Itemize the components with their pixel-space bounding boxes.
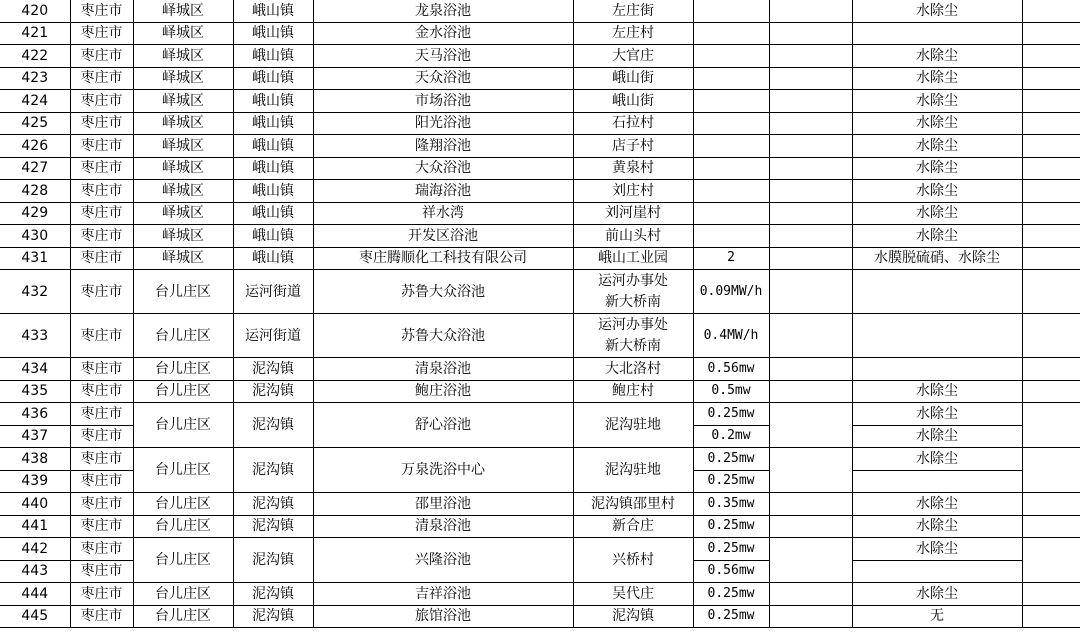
row-number: 434	[0, 358, 70, 381]
table-row	[0, 448, 1080, 471]
table-row	[0, 45, 1080, 68]
table-row	[0, 90, 1080, 113]
blank-cell	[769, 67, 852, 90]
blank-cell	[1022, 67, 1080, 90]
row-number: 445	[0, 605, 70, 628]
treatment-cell: 水除尘	[852, 515, 1022, 538]
district-cell: 台儿庄区	[133, 515, 233, 538]
capacity-cell	[693, 135, 769, 158]
name-cell: 天马浴池	[313, 45, 573, 68]
treatment-cell: 水除尘	[852, 45, 1022, 68]
capacity-cell: 0.2mw	[693, 425, 769, 448]
row-number: 426	[0, 135, 70, 158]
address-cell: 峨山街	[573, 90, 693, 113]
city-cell: 枣庄市	[70, 270, 133, 314]
city-cell: 枣庄市	[70, 538, 133, 561]
address-cell: 左庄村	[573, 22, 693, 45]
town-cell: 峨山镇	[233, 22, 313, 45]
blank-cell	[769, 605, 852, 628]
town-cell: 泥沟镇	[233, 380, 313, 403]
city-cell: 枣庄市	[70, 605, 133, 628]
district-cell: 峄城区	[133, 45, 233, 68]
name-cell: 金水浴池	[313, 22, 573, 45]
address-cell: 泥沟镇邵里村	[573, 493, 693, 516]
row-number: 436	[0, 403, 70, 426]
blank-cell	[769, 180, 852, 203]
blank-cell	[1022, 180, 1080, 203]
address-cell	[573, 270, 693, 314]
district-cell: 峄城区	[133, 90, 233, 113]
capacity-cell	[693, 22, 769, 45]
blank-cell	[769, 358, 852, 381]
blank-cell	[1022, 0, 1080, 22]
blank-cell	[769, 403, 852, 448]
treatment-cell: 无	[852, 605, 1022, 628]
blank-cell	[769, 0, 852, 22]
treatment-cell: 水除尘	[852, 180, 1022, 203]
blank-cell	[769, 247, 852, 270]
district-cell: 台儿庄区	[133, 403, 233, 448]
address-line: 运河办事处	[598, 272, 668, 289]
treatment-cell	[852, 270, 1022, 314]
table-row	[0, 538, 1080, 561]
blank-cell	[1022, 45, 1080, 68]
town-cell: 峨山镇	[233, 0, 313, 22]
address-cell: 鲍庄村	[573, 380, 693, 403]
capacity-cell	[693, 45, 769, 68]
district-cell: 峄城区	[133, 67, 233, 90]
address-cell: 黄泉村	[573, 157, 693, 180]
row-number: 427	[0, 157, 70, 180]
treatment-cell	[852, 22, 1022, 45]
name-cell: 邵里浴池	[313, 493, 573, 516]
city-cell: 枣庄市	[70, 358, 133, 381]
blank-cell	[769, 202, 852, 225]
district-cell: 峄城区	[133, 157, 233, 180]
town-cell: 峨山镇	[233, 247, 313, 270]
treatment-cell: 水除尘	[852, 202, 1022, 225]
blank-cell	[769, 135, 852, 158]
district-cell: 峄城区	[133, 247, 233, 270]
name-cell: 清泉浴池	[313, 515, 573, 538]
town-cell: 泥沟镇	[233, 448, 313, 493]
blank-cell	[769, 314, 852, 358]
name-cell: 开发区浴池	[313, 225, 573, 248]
blank-cell	[1022, 583, 1080, 606]
treatment-cell: 水除尘	[852, 112, 1022, 135]
treatment-cell: 水除尘	[852, 135, 1022, 158]
treatment-cell: 水除尘	[852, 90, 1022, 113]
row-number: 432	[0, 270, 70, 314]
capacity-cell: 0.56mw	[693, 358, 769, 381]
address-cell: 石拉村	[573, 112, 693, 135]
capacity-cell: 0.25mw	[693, 448, 769, 471]
capacity-cell	[693, 90, 769, 113]
district-cell: 台儿庄区	[133, 493, 233, 516]
table-row	[0, 0, 1080, 22]
name-cell: 天众浴池	[313, 67, 573, 90]
district-cell: 台儿庄区	[133, 605, 233, 628]
capacity-cell	[693, 202, 769, 225]
address-cell: 大北洛村	[573, 358, 693, 381]
district-cell: 台儿庄区	[133, 583, 233, 606]
treatment-cell: 水除尘	[852, 157, 1022, 180]
blank-cell	[1022, 358, 1080, 381]
table-row	[0, 380, 1080, 403]
address-cell: 大官庄	[573, 45, 693, 68]
district-cell: 台儿庄区	[133, 314, 233, 358]
treatment-cell: 水除尘	[852, 0, 1022, 22]
address-cell: 刘河崖村	[573, 202, 693, 225]
name-cell: 隆翔浴池	[313, 135, 573, 158]
table-row	[0, 247, 1080, 270]
table-row	[0, 180, 1080, 203]
city-cell: 枣庄市	[70, 247, 133, 270]
capacity-cell	[693, 67, 769, 90]
name-cell: 苏鲁大众浴池	[313, 314, 573, 358]
town-cell: 峨山镇	[233, 67, 313, 90]
blank-cell	[1022, 314, 1080, 358]
district-cell: 峄城区	[133, 180, 233, 203]
address-cell: 泥沟镇	[573, 605, 693, 628]
row-number: 443	[0, 560, 70, 583]
blank-cell	[1022, 270, 1080, 314]
blank-cell	[769, 448, 852, 493]
table-row	[0, 515, 1080, 538]
treatment-cell	[852, 358, 1022, 381]
town-cell: 泥沟镇	[233, 358, 313, 381]
district-cell: 峄城区	[133, 135, 233, 158]
name-cell: 大众浴池	[313, 157, 573, 180]
name-cell: 鲍庄浴池	[313, 380, 573, 403]
capacity-cell: 0.35mw	[693, 493, 769, 516]
treatment-cell: 水除尘	[852, 538, 1022, 561]
row-number: 425	[0, 112, 70, 135]
capacity-cell: 0.5mw	[693, 380, 769, 403]
capacity-cell: 0.25mw	[693, 538, 769, 561]
row-number: 433	[0, 314, 70, 358]
blank-cell	[1022, 90, 1080, 113]
address-cell: 泥沟驻地	[573, 403, 693, 448]
town-cell: 峨山镇	[233, 202, 313, 225]
city-cell: 枣庄市	[70, 22, 133, 45]
treatment-cell: 水除尘	[852, 380, 1022, 403]
town-cell: 运河街道	[233, 314, 313, 358]
town-cell: 峨山镇	[233, 157, 313, 180]
table-row	[0, 22, 1080, 45]
capacity-cell: 0.09MW/h	[693, 270, 769, 314]
town-cell: 泥沟镇	[233, 493, 313, 516]
row-number: 441	[0, 515, 70, 538]
address-cell: 刘庄村	[573, 180, 693, 203]
city-cell: 枣庄市	[70, 90, 133, 113]
row-number: 442	[0, 538, 70, 561]
address-cell: 峨山工业园	[573, 247, 693, 270]
row-number: 440	[0, 493, 70, 516]
town-cell: 峨山镇	[233, 135, 313, 158]
name-cell: 苏鲁大众浴池	[313, 270, 573, 314]
city-cell: 枣庄市	[70, 180, 133, 203]
table-row	[0, 270, 1080, 314]
blank-cell	[1022, 247, 1080, 270]
city-cell: 枣庄市	[70, 135, 133, 158]
name-cell: 舒心浴池	[313, 403, 573, 448]
capacity-cell: 0.25mw	[693, 583, 769, 606]
city-cell: 枣庄市	[70, 560, 133, 583]
blank-cell	[1022, 380, 1080, 403]
town-cell: 峨山镇	[233, 45, 313, 68]
blank-cell	[1022, 135, 1080, 158]
name-cell: 万泉洗浴中心	[313, 448, 573, 493]
city-cell: 枣庄市	[70, 0, 133, 22]
row-number: 439	[0, 470, 70, 493]
address-line: 新大桥南	[605, 293, 661, 310]
row-number: 422	[0, 45, 70, 68]
district-cell: 峄城区	[133, 22, 233, 45]
table-row	[0, 493, 1080, 516]
treatment-cell: 水膜脱硫硝、水除尘	[852, 247, 1022, 270]
address-cell: 吴代庄	[573, 583, 693, 606]
blank-cell	[769, 112, 852, 135]
city-cell: 枣庄市	[70, 314, 133, 358]
town-cell: 泥沟镇	[233, 605, 313, 628]
treatment-cell: 水除尘	[852, 425, 1022, 448]
town-cell: 运河街道	[233, 270, 313, 314]
town-cell: 泥沟镇	[233, 583, 313, 606]
capacity-cell	[693, 112, 769, 135]
address-line: 新大桥南	[605, 337, 661, 354]
row-number: 428	[0, 180, 70, 203]
capacity-cell	[693, 157, 769, 180]
capacity-cell: 0.56mw	[693, 560, 769, 583]
treatment-cell: 水除尘	[852, 67, 1022, 90]
table-row	[0, 67, 1080, 90]
city-cell: 枣庄市	[70, 493, 133, 516]
table-row	[0, 314, 1080, 358]
treatment-cell: 水除尘	[852, 583, 1022, 606]
name-cell: 祥水湾	[313, 202, 573, 225]
capacity-cell: 0.25mw	[693, 403, 769, 426]
address-cell: 兴桥村	[573, 538, 693, 583]
blank-cell	[769, 22, 852, 45]
row-number: 423	[0, 67, 70, 90]
table-row	[0, 225, 1080, 248]
treatment-cell: 水除尘	[852, 225, 1022, 248]
address-cell: 峨山街	[573, 67, 693, 90]
name-cell: 市场浴池	[313, 90, 573, 113]
name-cell: 瑞海浴池	[313, 180, 573, 203]
town-cell: 峨山镇	[233, 112, 313, 135]
city-cell: 枣庄市	[70, 403, 133, 426]
blank-cell	[769, 515, 852, 538]
treatment-cell: 水除尘	[852, 403, 1022, 426]
blank-cell	[1022, 202, 1080, 225]
capacity-cell: 0.4MW/h	[693, 314, 769, 358]
row-number: 424	[0, 90, 70, 113]
blank-cell	[769, 493, 852, 516]
capacity-cell	[693, 0, 769, 22]
address-cell: 泥沟驻地	[573, 448, 693, 493]
city-cell: 枣庄市	[70, 425, 133, 448]
address-line: 运河办事处	[598, 316, 668, 333]
blank-cell	[769, 538, 852, 583]
city-cell: 枣庄市	[70, 583, 133, 606]
district-cell: 峄城区	[133, 202, 233, 225]
capacity-cell: 2	[693, 247, 769, 270]
capacity-cell	[693, 180, 769, 203]
district-cell: 峄城区	[133, 112, 233, 135]
table-row	[0, 605, 1080, 628]
blank-cell	[1022, 157, 1080, 180]
city-cell: 枣庄市	[70, 448, 133, 471]
name-cell: 兴隆浴池	[313, 538, 573, 583]
name-cell: 阳光浴池	[313, 112, 573, 135]
town-cell: 峨山镇	[233, 180, 313, 203]
town-cell: 泥沟镇	[233, 538, 313, 583]
town-cell: 峨山镇	[233, 225, 313, 248]
address-cell: 店子村	[573, 135, 693, 158]
treatment-cell: 水除尘	[852, 493, 1022, 516]
blank-cell	[1022, 538, 1080, 583]
blank-cell	[769, 45, 852, 68]
capacity-cell: 0.25mw	[693, 605, 769, 628]
district-cell: 台儿庄区	[133, 270, 233, 314]
blank-cell	[769, 380, 852, 403]
city-cell: 枣庄市	[70, 157, 133, 180]
district-cell: 台儿庄区	[133, 380, 233, 403]
address-cell: 左庄街	[573, 0, 693, 22]
city-cell: 枣庄市	[70, 45, 133, 68]
city-cell: 枣庄市	[70, 515, 133, 538]
treatment-cell	[852, 314, 1022, 358]
blank-cell	[1022, 448, 1080, 493]
row-number: 437	[0, 425, 70, 448]
table-row	[0, 358, 1080, 381]
name-cell: 龙泉浴池	[313, 0, 573, 22]
row-number: 429	[0, 202, 70, 225]
capacity-cell: 0.25mw	[693, 515, 769, 538]
table-row	[0, 157, 1080, 180]
row-number: 420	[0, 0, 70, 22]
treatment-cell: 水除尘	[852, 448, 1022, 471]
table-row	[0, 202, 1080, 225]
name-cell: 吉祥浴池	[313, 583, 573, 606]
row-number: 438	[0, 448, 70, 471]
row-number: 435	[0, 380, 70, 403]
address-cell: 新合庄	[573, 515, 693, 538]
address-cell	[573, 314, 693, 358]
row-number: 430	[0, 225, 70, 248]
city-cell: 枣庄市	[70, 67, 133, 90]
capacity-cell: 0.25mw	[693, 470, 769, 493]
name-cell: 清泉浴池	[313, 358, 573, 381]
town-cell: 峨山镇	[233, 90, 313, 113]
row-number: 421	[0, 22, 70, 45]
blank-cell	[1022, 605, 1080, 628]
blank-cell	[1022, 22, 1080, 45]
blank-cell	[769, 157, 852, 180]
name-cell: 枣庄腾顺化工科技有限公司	[313, 247, 573, 270]
town-cell: 泥沟镇	[233, 403, 313, 448]
district-cell: 台儿庄区	[133, 538, 233, 583]
district-cell: 峄城区	[133, 0, 233, 22]
treatment-cell	[852, 470, 1022, 493]
table-row	[0, 403, 1080, 426]
blank-cell	[769, 583, 852, 606]
district-cell: 峄城区	[133, 225, 233, 248]
blank-cell	[769, 225, 852, 248]
row-number: 444	[0, 583, 70, 606]
blank-cell	[1022, 225, 1080, 248]
city-cell: 枣庄市	[70, 225, 133, 248]
table-row	[0, 112, 1080, 135]
row-number: 431	[0, 247, 70, 270]
treatment-cell	[852, 560, 1022, 583]
city-cell: 枣庄市	[70, 380, 133, 403]
name-cell: 旅馆浴池	[313, 605, 573, 628]
capacity-cell	[693, 225, 769, 248]
blank-cell	[769, 90, 852, 113]
blank-cell	[1022, 403, 1080, 448]
blank-cell	[1022, 493, 1080, 516]
table-row	[0, 135, 1080, 158]
city-cell: 枣庄市	[70, 112, 133, 135]
table-row	[0, 583, 1080, 606]
address-cell: 前山头村	[573, 225, 693, 248]
town-cell: 泥沟镇	[233, 515, 313, 538]
blank-cell	[1022, 515, 1080, 538]
city-cell: 枣庄市	[70, 470, 133, 493]
district-cell: 台儿庄区	[133, 358, 233, 381]
blank-cell	[769, 270, 852, 314]
blank-cell	[1022, 112, 1080, 135]
district-cell: 台儿庄区	[133, 448, 233, 493]
city-cell: 枣庄市	[70, 202, 133, 225]
